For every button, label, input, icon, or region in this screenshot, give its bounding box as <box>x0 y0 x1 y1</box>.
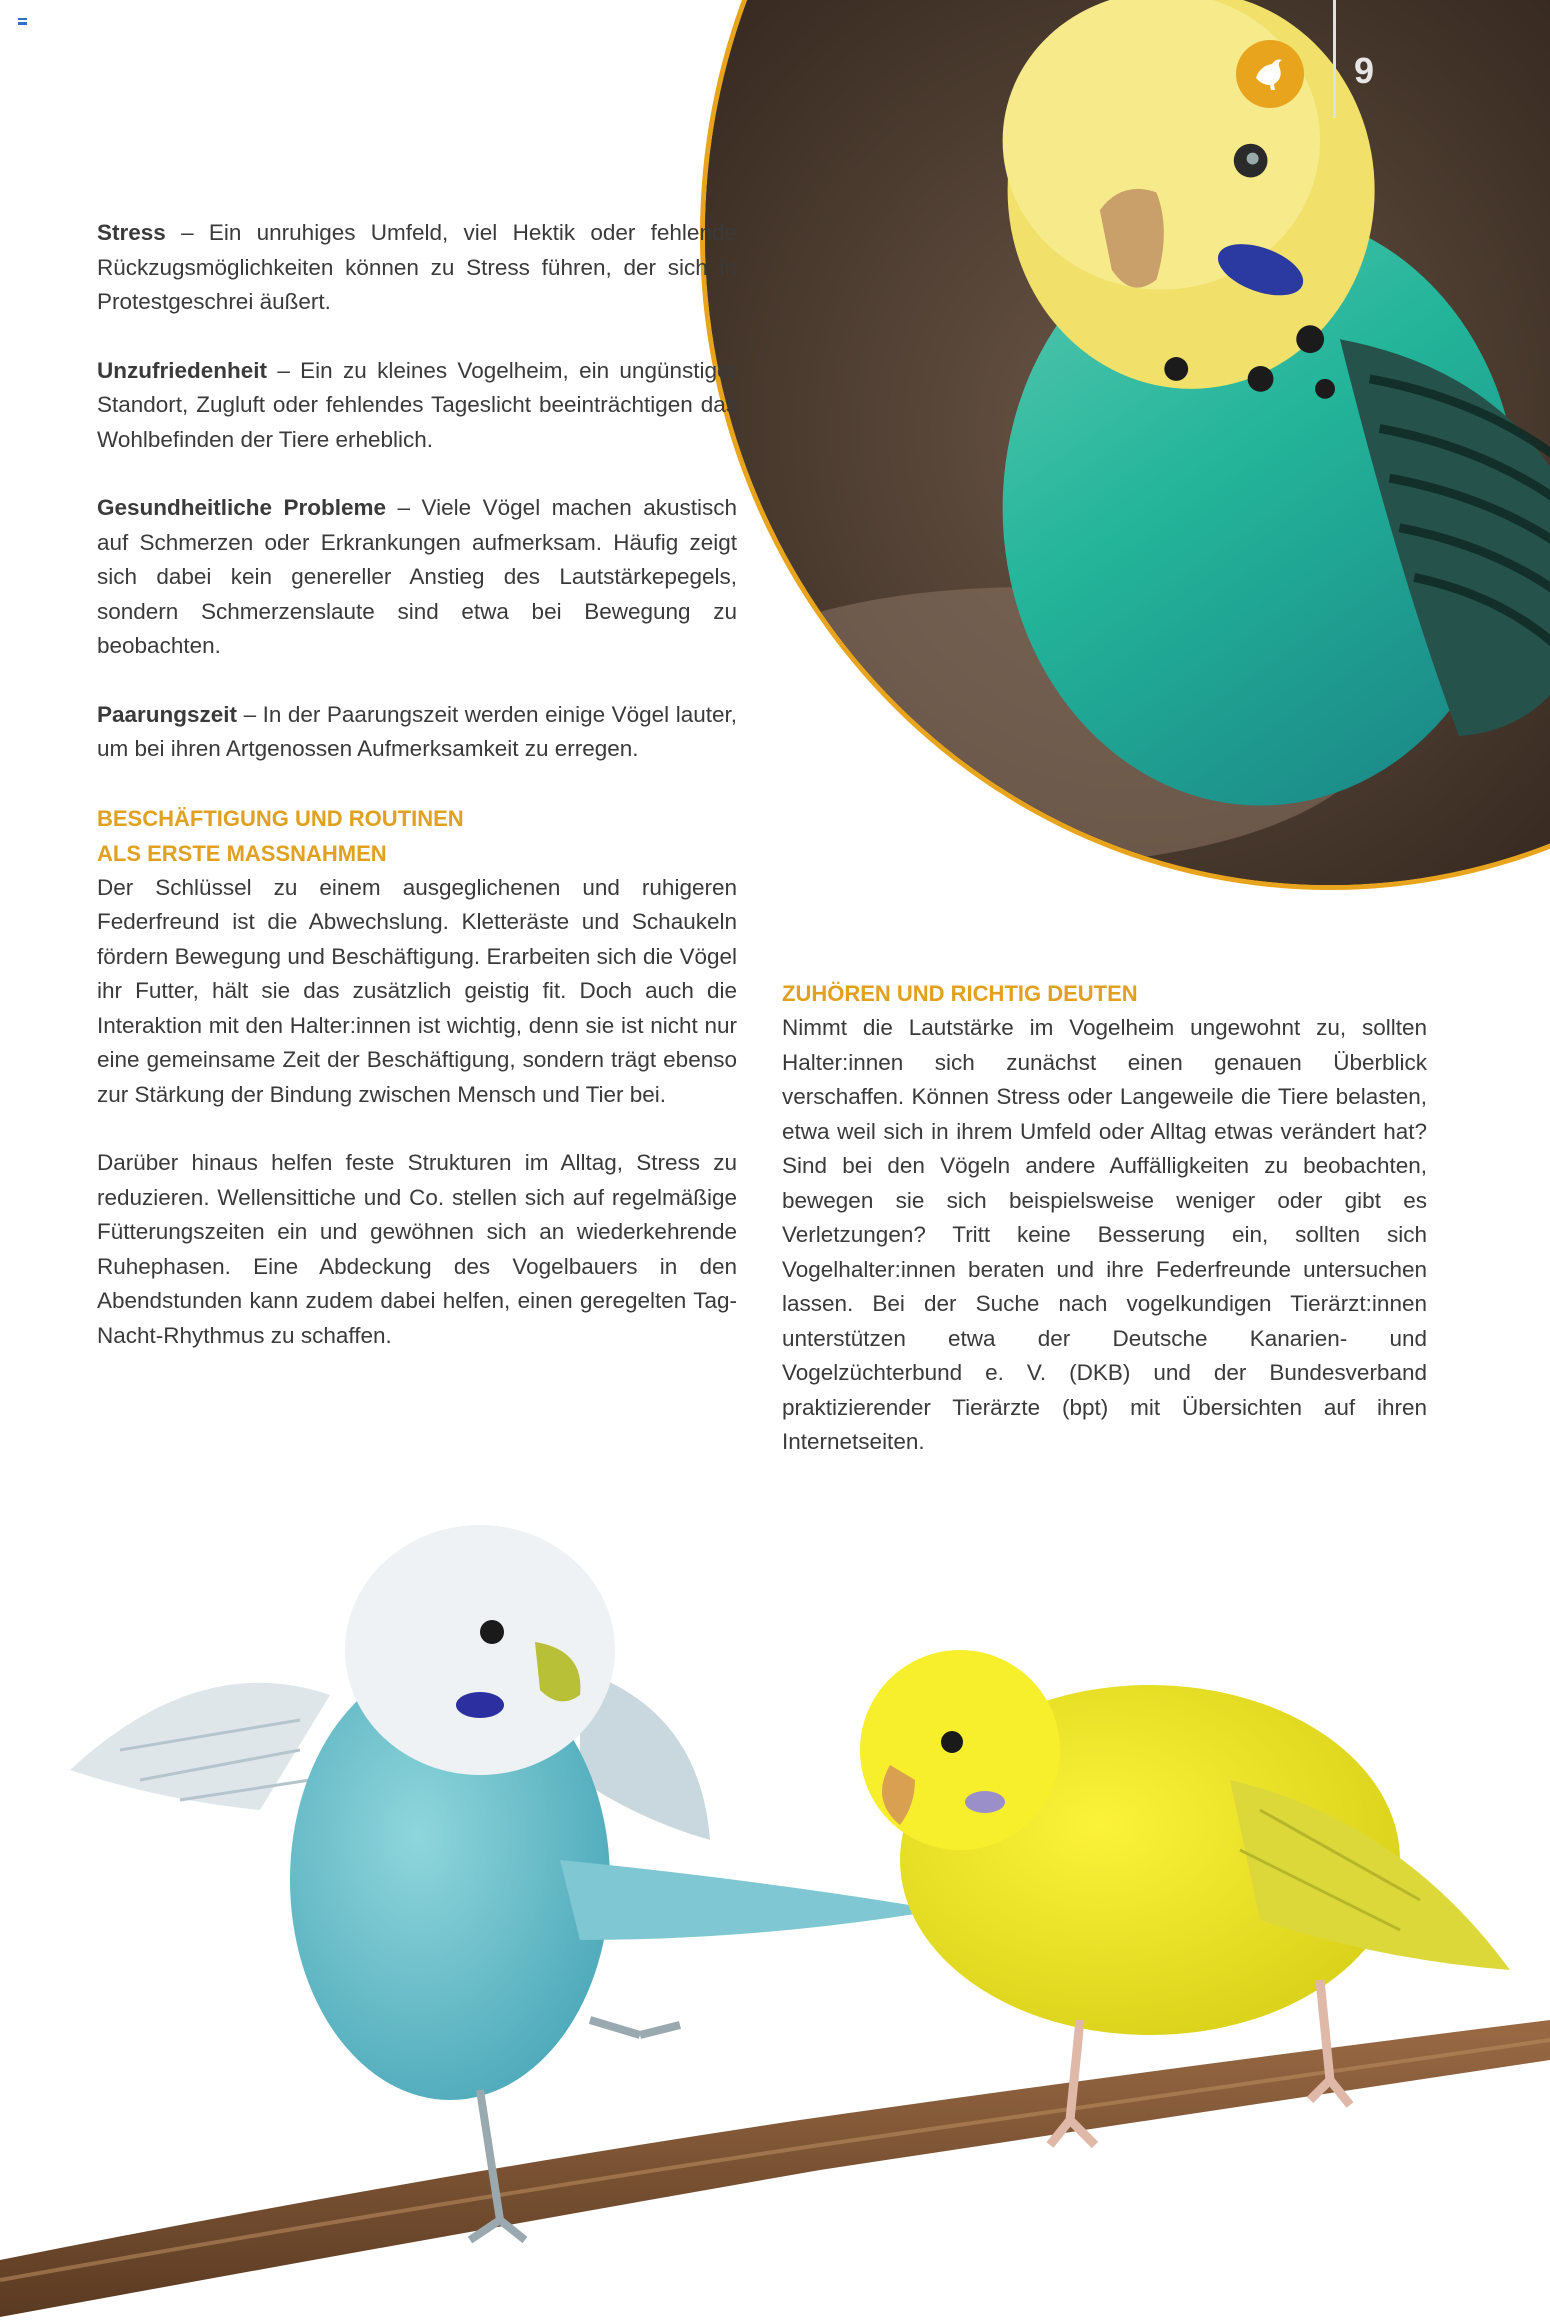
text-gesundheit: – Viele Vögel machen akustisch auf Schmerzen oder Erkrankungen aufmerksam. Häufig zeigt sich dabei kein genereller Anstieg des Lautstärkepegels, sondern Schmerzenslaute sind etwa bei Bewegung zu beobachten. <box>97 495 737 658</box>
paragraph-paarungszeit <box>97 698 737 767</box>
text-unzufriedenheit: – Ein zu kleines Vogelheim, ein ungünstiger Standort, Zugluft oder fehlendes Tageslicht beeinträchtigen das Wohlbefinden der Tiere erheblich. <box>97 357 737 452</box>
term-unzufriedenheit: Unzufriedenheit <box>97 357 268 383</box>
heading-routinen-line2: ALS ERSTE MASSNAHMEN <box>97 840 387 866</box>
page-divider <box>1333 0 1336 118</box>
term-stress: Stress <box>97 220 166 245</box>
paragraph-stress <box>97 216 737 320</box>
bird-icon <box>1248 52 1292 96</box>
paragraph-abwechslung: Der Schlüssel zu einem ausgeglichenen und ruhigeren Federfreund ist die Abwechslung. Kletteräste und Schaukeln fördern Bewegung und Beschäftigung. Erarbeiten sich die Vögel ihr Futter, hält sie das zusätzlich geistig fit. Doch auch die Interaktion mit den Halter:innen ist wichtig, denn sie ist nicht nur eine gemeinsame Zeit der Beschäftigung, sondern trägt ebenso zur Stärkung der Bindung zwischen Mensch und Tier bei. <box>97 874 737 1107</box>
page-number: 9 <box>1354 50 1375 91</box>
page-badge <box>1236 40 1304 108</box>
right-column <box>782 976 1427 1494</box>
menu-icon[interactable] <box>18 18 27 25</box>
paragraph-gesundheit <box>97 491 737 664</box>
two-budgies-photo <box>0 1480 1550 2317</box>
term-paarungszeit: Paarungszeit <box>97 701 238 727</box>
heading-zuhoeren: ZUHÖREN UND RICHTIG DEUTEN <box>782 981 1138 1006</box>
term-gesundheit: Gesundheitliche Probleme <box>97 495 387 520</box>
paragraph-zuhoeren: Nimmt die Lautstärke im Vogelheim ungewohnt zu, sollten Halter:innen sich zunächst einen genauen Überblick verschaffen. Können Stress oder Langeweile die Tiere belasten, etwa weil sich in ihrem Umfeld oder Alltag etwas verändert hat? Sind bei den Vögeln andere Auffälligkeiten zu beobachten, bewegen sie sich beispielsweise weniger oder gibt es Verletzungen? Tritt keine Besserung ein, sollten sich Vogelhalter:innen beraten und ihre Federfreunde untersuchen lassen. Bei der Suche nach vogelkundigen Tierärzt:innen unterstützen etwa der Deutsche Kanarien- und Vogelzüchterbund e. V. (DKB) und der Bundesverband praktizierender Tierärzte (bpt) mit Übersichten auf ihren Internetseiten. <box>782 1015 1427 1454</box>
left-column <box>97 216 737 1387</box>
text-paarungszeit: – In der Paarungszeit werden einige Vögel lauter, um bei ihren Artgenossen Aufmerksamkeit zu erregen. <box>97 701 737 761</box>
paragraph-unzufriedenheit <box>97 354 737 458</box>
heading-routinen-line1: BESCHÄFTIGUNG UND ROUTINEN <box>97 805 464 831</box>
text-stress: – Ein unruhiges Umfeld, viel Hektik oder fehlende Rückzugsmöglichkeiten können zu Stress führen, der sich in Protestgeschrei äußert. <box>97 220 737 314</box>
paragraph-strukturen: Darüber hinaus helfen feste Strukturen im Alltag, Stress zu reduzieren. Wellensittiche und Co. stellen sich auf regelmäßige Fütterungszeiten ein und gewöhnen sich an wiederkehrende Ruhephasen. Eine Abdeckung des Vogelbauers in den Abendstunden kann zudem dabei helfen, einen geregelten Tag-Nacht-Rhythmus zu schaffen. <box>97 1150 737 1348</box>
budgie-portrait-photo <box>700 0 1550 890</box>
